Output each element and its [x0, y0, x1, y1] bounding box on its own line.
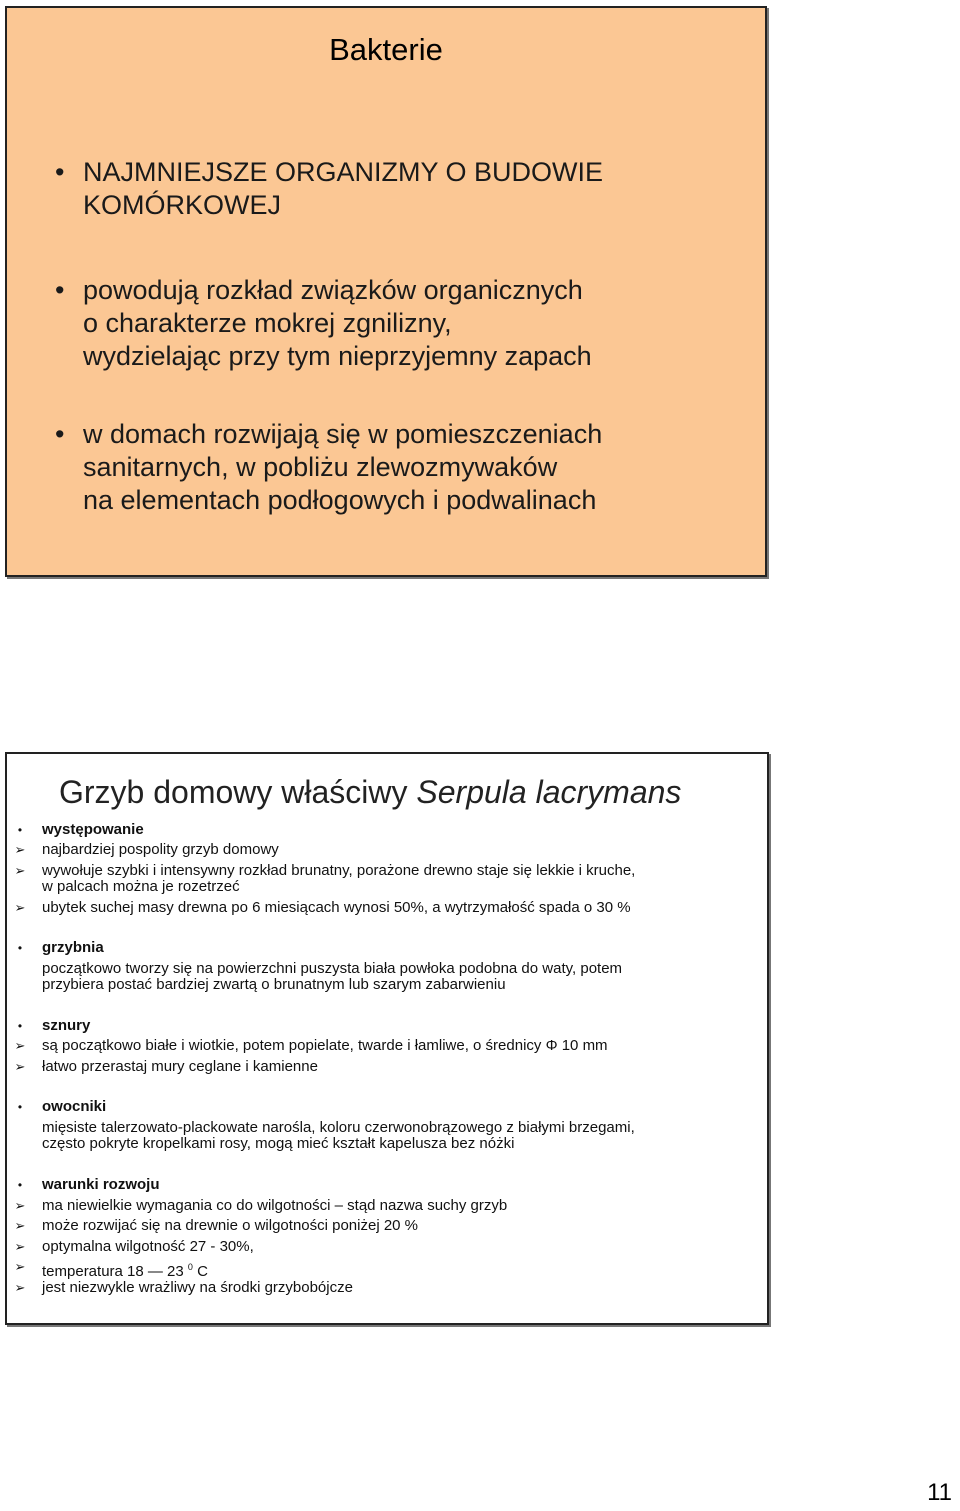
arrow-bullet-icon: ➢: [14, 1038, 26, 1053]
bullet-dot-icon: •: [17, 941, 23, 955]
bullet-text: o charakterze mokrej zgnilizny,: [83, 308, 452, 338]
bullet-text: w domach rozwijają się w pomieszczeniach: [83, 419, 603, 449]
temperature-text: temperatura 18 — 23 $^0$ C: [42, 1262, 208, 1280]
arrow-bullet-icon: ➢: [14, 900, 26, 915]
bullet-dot-icon: •: [17, 1019, 23, 1033]
slide-title: Bakterie: [329, 32, 443, 67]
page-number: 11: [927, 1479, 952, 1506]
arrow-bullet-icon: ➢: [14, 1198, 26, 1213]
bullet-text: sanitarnych, w pobliżu zlewozmywaków: [83, 452, 558, 482]
arrow-bullet-icon: ➢: [14, 1218, 26, 1233]
bullet-text: wydzielając przy tym nieprzyjemny zapach: [83, 341, 592, 371]
bullet-dot-icon: •: [17, 1100, 23, 1114]
bullet-dot-icon: •: [55, 157, 65, 187]
title-latin-name: Serpula lacrymans: [416, 774, 682, 810]
title-plain: Grzyb domowy właściwy: [59, 774, 417, 810]
slide-bakterie: [5, 6, 767, 577]
arrow-bullet-icon: ➢: [14, 842, 26, 857]
slide-grzyb-domowy: Grzyb domowy właściwy Serpula lacrymans • występowanie ➢ najbardziej pospolity grzyb domowy ➢ wywołuje szybki i intensywny rozkład brunatny, porażone drewno staje się lekkie i kruche, w palcach można je rozetrzeć ➢ ubytek suchej masy drewna po 6 miesiącach wynosi 50%, a wytrzymałość spada o 30 % • grzybnia początkowo tworzy się na powierzchni puszysta biała powłoka podobna do waty, potem przybiera postać bardziej zwartą o brunatnym lub szarym zabarwieniu • sznury ➢ są początkowo białe i wiotkie, potem popielate, twarde i łamliwe, o średnicy Φ 10 mm ➢ łatwo przerastaj mury ceglane i kamienne • owocniki mięsiste talerzowato-plackowate narośla, koloru czerwonobrązowego z białymi brzegami, często pokryte kropelkami rosy, mogą mieć kształt kapelusza bez nóżki • warunki rozwoju ➢ ma niewielkie wymagania co do wilgotności – stąd nazwa suchy grzyb ➢ może rozwijać się na drewnie o wilgotności poniżej 20 % ➢ optymalna wilgotność 27 - 30%, ➢ temperatura 18 — 23 $^0$ C ➢ jest niezwykle wrażliwy na środki grzybobójcze: [5, 752, 769, 1325]
arrow-bullet-icon: ➢: [14, 863, 26, 878]
arrow-bullet-icon: ➢: [14, 1239, 26, 1254]
bullet-text: powodują rozkład związków organicznych: [83, 275, 583, 305]
bullet-text: NAJMNIEJSZE ORGANIZMY O BUDOWIE: [83, 157, 604, 187]
bullet-text: KOMÓRKOWEJ: [83, 190, 282, 220]
bullet-text: na elementach podłogowych i podwalinach: [83, 485, 597, 515]
arrow-bullet-icon: ➢: [14, 1059, 26, 1074]
arrow-bullet-icon: ➢: [14, 1280, 26, 1295]
bullet-dot-icon: •: [55, 419, 65, 449]
slide-title: [59, 774, 681, 811]
arrow-bullet-icon: ➢: [14, 1259, 26, 1274]
bullet-dot-icon: •: [17, 823, 23, 837]
bullet-dot-icon: •: [55, 275, 65, 305]
bullet-dot-icon: •: [17, 1178, 23, 1192]
